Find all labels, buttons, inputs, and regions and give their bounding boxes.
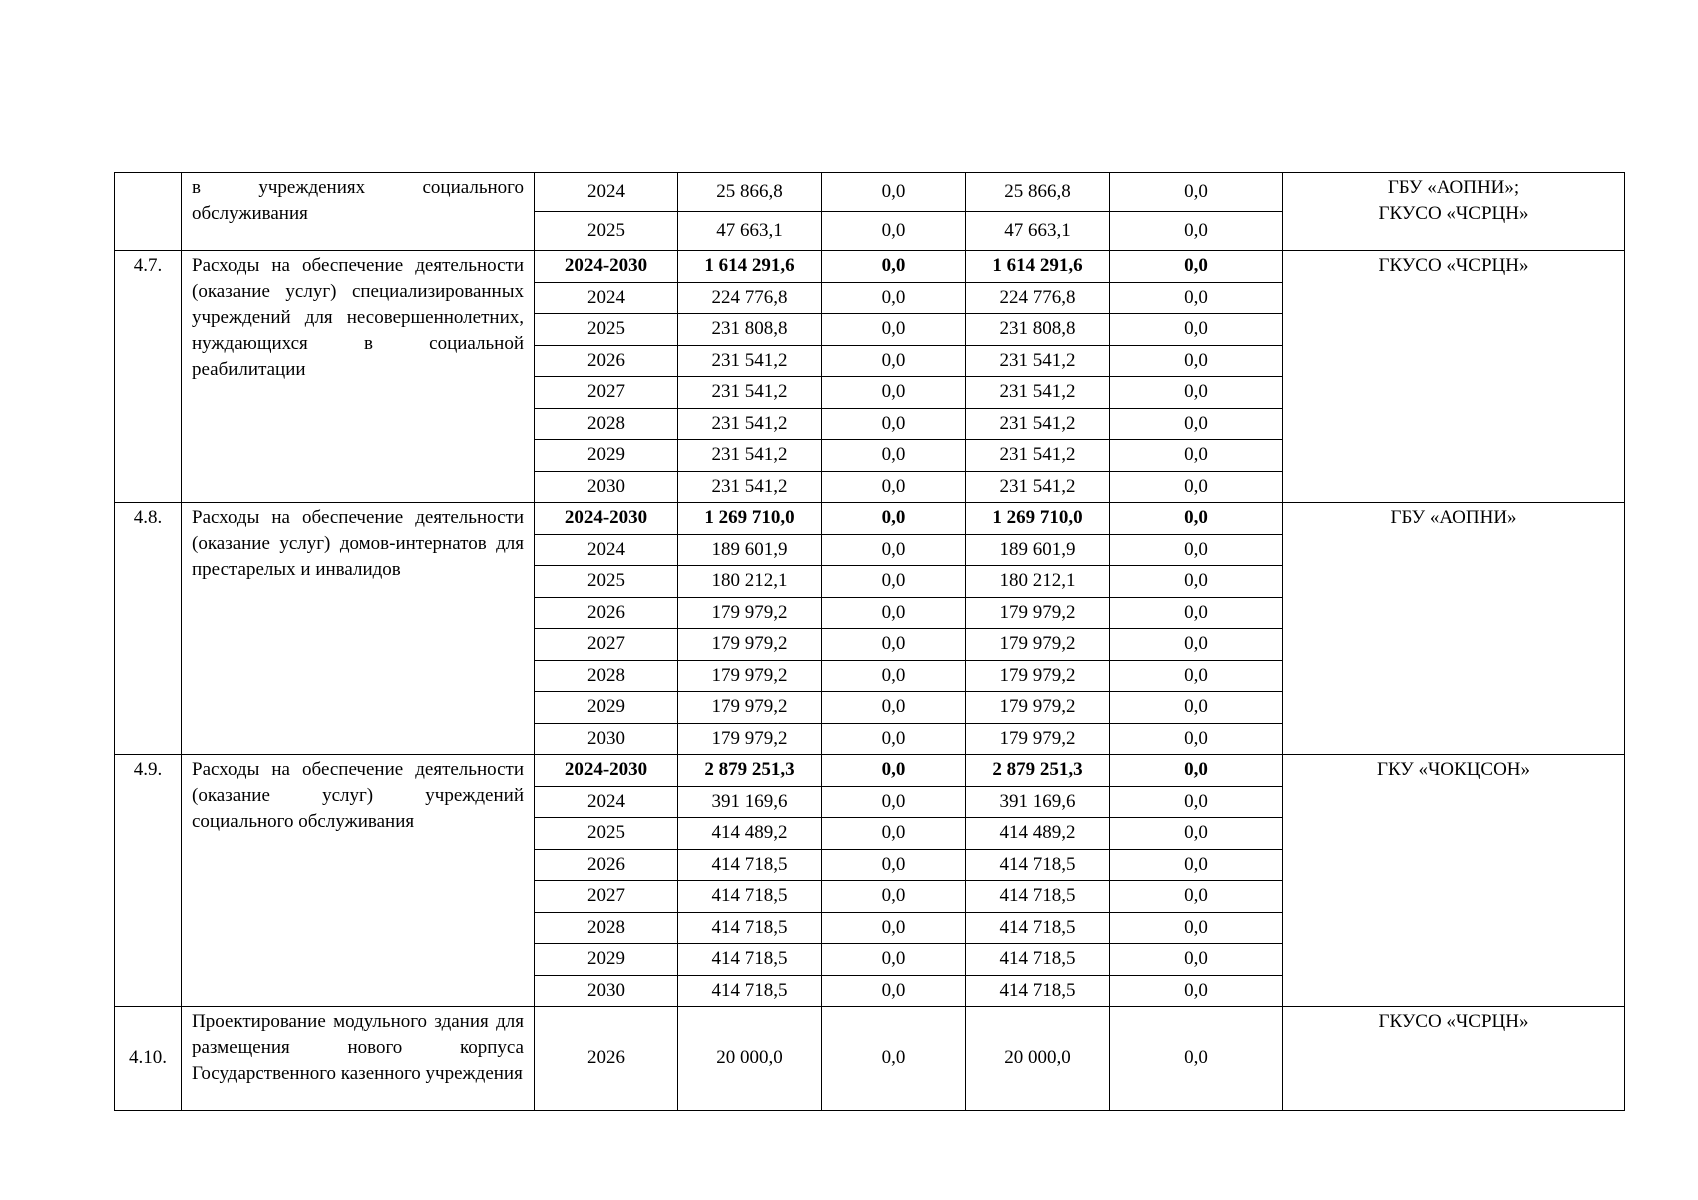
regional-budget-cell: 189 601,9 [966,534,1110,566]
regional-budget-cell: 414 718,5 [966,944,1110,976]
executor-name: ГКУСО «ЧСРЦН» [1378,1011,1529,1032]
federal-budget-cell: 0,0 [822,212,966,251]
total-amount-cell: 414 718,5 [678,912,822,944]
regional-budget-cell: 231 541,2 [966,440,1110,472]
regional-budget-cell: 231 541,2 [966,408,1110,440]
other-sources-cell: 0,0 [1110,912,1283,944]
period-cell: 2028 [535,912,678,944]
other-sources-cell: 0,0 [1110,597,1283,629]
other-sources-cell: 0,0 [1110,944,1283,976]
period-cell: 2029 [535,692,678,724]
federal-budget-cell: 0,0 [822,912,966,944]
federal-budget-cell: 0,0 [822,660,966,692]
federal-budget-cell: 0,0 [822,173,966,212]
table-row [115,1007,1625,1111]
other-sources-cell: 0,0 [1110,282,1283,314]
executor-cell [1283,251,1625,503]
executor-name: ГКУСО «ЧСРЦН» [1378,203,1529,224]
period-cell: 2028 [535,660,678,692]
period-cell: 2029 [535,944,678,976]
period-cell: 2024 [535,786,678,818]
federal-budget-cell: 0,0 [822,975,966,1007]
other-sources-cell: 0,0 [1110,975,1283,1007]
federal-budget-cell: 0,0 [822,629,966,661]
executor-name: ГБУ «АОПНИ»; [1387,177,1520,198]
federal-budget-cell: 0,0 [822,1007,966,1111]
executor-cell [1283,1007,1625,1111]
table-row [115,755,1625,787]
period-cell: 2027 [535,377,678,409]
federal-budget-cell: 0,0 [822,723,966,755]
federal-budget-cell: 0,0 [822,345,966,377]
regional-budget-cell: 231 808,8 [966,314,1110,346]
total-amount-cell: 1 614 291,6 [678,251,822,283]
total-amount-cell: 231 541,2 [678,471,822,503]
federal-budget-cell: 0,0 [822,408,966,440]
other-sources-cell: 0,0 [1110,755,1283,787]
period-cell: 2027 [535,629,678,661]
federal-budget-cell: 0,0 [822,944,966,976]
item-description [182,503,535,755]
federal-budget-cell: 0,0 [822,755,966,787]
other-sources-cell: 0,0 [1110,723,1283,755]
period-cell: 2025 [535,314,678,346]
item-description-text: Расходы на обеспечение деятельности (оказание услуг) домов-интернатов для престарелых и инвалидов [192,507,524,580]
period-cell: 2026 [535,345,678,377]
total-amount-cell: 189 601,9 [678,534,822,566]
regional-budget-cell: 179 979,2 [966,597,1110,629]
item-number [115,173,182,251]
item-description [182,755,535,1007]
regional-budget-cell: 231 541,2 [966,471,1110,503]
period-cell: 2030 [535,975,678,1007]
other-sources-cell: 0,0 [1110,173,1283,212]
budget-table [114,172,1625,1111]
total-amount-cell: 179 979,2 [678,723,822,755]
period-cell: 2025 [535,818,678,850]
other-sources-cell: 0,0 [1110,314,1283,346]
total-amount-cell: 20 000,0 [678,1007,822,1111]
period-cell: 2025 [535,566,678,598]
item-description-text: Расходы на обеспечение деятельности (оказание услуг) специализированных учреждений для несовершеннолетних, нуждающихся в социальной реабилитации [192,255,524,380]
federal-budget-cell: 0,0 [822,503,966,535]
other-sources-cell: 0,0 [1110,786,1283,818]
total-amount-cell: 1 269 710,0 [678,503,822,535]
federal-budget-cell: 0,0 [822,440,966,472]
federal-budget-cell: 0,0 [822,818,966,850]
item-description [182,173,535,251]
other-sources-cell: 0,0 [1110,408,1283,440]
regional-budget-cell: 2 879 251,3 [966,755,1110,787]
total-amount-cell: 391 169,6 [678,786,822,818]
executor-cell [1283,173,1625,251]
table-row [115,503,1625,535]
regional-budget-cell: 231 541,2 [966,345,1110,377]
period-cell: 2026 [535,1007,678,1111]
budget-table-body [115,173,1625,1111]
other-sources-cell: 0,0 [1110,345,1283,377]
regional-budget-cell: 179 979,2 [966,629,1110,661]
regional-budget-cell: 414 489,2 [966,818,1110,850]
regional-budget-cell: 414 718,5 [966,881,1110,913]
other-sources-cell: 0,0 [1110,534,1283,566]
period-cell: 2025 [535,212,678,251]
total-amount-cell: 179 979,2 [678,660,822,692]
other-sources-cell: 0,0 [1110,503,1283,535]
total-amount-cell: 231 541,2 [678,440,822,472]
regional-budget-cell: 414 718,5 [966,849,1110,881]
period-cell: 2027 [535,881,678,913]
total-amount-cell: 2 879 251,3 [678,755,822,787]
federal-budget-cell: 0,0 [822,377,966,409]
item-description-text: Проектирование модульного здания для размещения нового корпуса Государственного казенного учреждения [192,1011,524,1084]
regional-budget-cell: 414 718,5 [966,912,1110,944]
table-row [115,173,1625,212]
executor-cell [1283,755,1625,1007]
total-amount-cell: 231 541,2 [678,408,822,440]
total-amount-cell: 414 718,5 [678,944,822,976]
other-sources-cell: 0,0 [1110,818,1283,850]
regional-budget-cell: 47 663,1 [966,212,1110,251]
table-row [115,251,1625,283]
federal-budget-cell: 0,0 [822,786,966,818]
federal-budget-cell: 0,0 [822,314,966,346]
period-cell: 2030 [535,471,678,503]
total-amount-cell: 179 979,2 [678,597,822,629]
period-cell: 2024 [535,173,678,212]
regional-budget-cell: 179 979,2 [966,692,1110,724]
other-sources-cell: 0,0 [1110,471,1283,503]
federal-budget-cell: 0,0 [822,849,966,881]
period-cell: 2024-2030 [535,755,678,787]
total-amount-cell: 414 718,5 [678,849,822,881]
other-sources-cell: 0,0 [1110,251,1283,283]
item-description [182,1007,535,1111]
regional-budget-cell: 1 614 291,6 [966,251,1110,283]
other-sources-cell: 0,0 [1110,629,1283,661]
period-cell: 2029 [535,440,678,472]
regional-budget-cell: 180 212,1 [966,566,1110,598]
total-amount-cell: 47 663,1 [678,212,822,251]
total-amount-cell: 414 718,5 [678,881,822,913]
total-amount-cell: 179 979,2 [678,692,822,724]
other-sources-cell: 0,0 [1110,692,1283,724]
regional-budget-cell: 25 866,8 [966,173,1110,212]
item-number: 4.7. [115,251,182,503]
total-amount-cell: 231 541,2 [678,345,822,377]
period-cell: 2030 [535,723,678,755]
total-amount-cell: 414 489,2 [678,818,822,850]
regional-budget-cell: 179 979,2 [966,723,1110,755]
other-sources-cell: 0,0 [1110,377,1283,409]
period-cell: 2026 [535,597,678,629]
item-description [182,251,535,503]
executor-name: ГКУ «ЧОКЦСОН» [1376,759,1531,780]
regional-budget-cell: 20 000,0 [966,1007,1110,1111]
total-amount-cell: 25 866,8 [678,173,822,212]
other-sources-cell: 0,0 [1110,440,1283,472]
other-sources-cell: 0,0 [1110,849,1283,881]
period-cell: 2024-2030 [535,503,678,535]
total-amount-cell: 231 541,2 [678,377,822,409]
federal-budget-cell: 0,0 [822,881,966,913]
item-description-text: Расходы на обеспечение деятельности (оказание услуг) учреждений социального обслуживания [192,759,524,832]
executor-name: ГКУСО «ЧСРЦН» [1378,255,1529,276]
period-cell: 2024 [535,282,678,314]
total-amount-cell: 179 979,2 [678,629,822,661]
item-number: 4.9. [115,755,182,1007]
regional-budget-cell: 231 541,2 [966,377,1110,409]
other-sources-cell: 0,0 [1110,212,1283,251]
federal-budget-cell: 0,0 [822,692,966,724]
executor-cell [1283,503,1625,755]
other-sources-cell: 0,0 [1110,566,1283,598]
federal-budget-cell: 0,0 [822,566,966,598]
item-description-text: в учреждениях социального обслуживания [192,177,524,224]
executor-name: ГБУ «АОПНИ» [1390,507,1517,528]
other-sources-cell: 0,0 [1110,1007,1283,1111]
total-amount-cell: 224 776,8 [678,282,822,314]
federal-budget-cell: 0,0 [822,282,966,314]
federal-budget-cell: 0,0 [822,597,966,629]
period-cell: 2026 [535,849,678,881]
period-cell: 2028 [535,408,678,440]
regional-budget-cell: 224 776,8 [966,282,1110,314]
total-amount-cell: 231 808,8 [678,314,822,346]
item-number: 4.8. [115,503,182,755]
period-cell: 2024-2030 [535,251,678,283]
federal-budget-cell: 0,0 [822,471,966,503]
regional-budget-cell: 414 718,5 [966,975,1110,1007]
total-amount-cell: 180 212,1 [678,566,822,598]
regional-budget-cell: 1 269 710,0 [966,503,1110,535]
other-sources-cell: 0,0 [1110,881,1283,913]
regional-budget-cell: 391 169,6 [966,786,1110,818]
total-amount-cell: 414 718,5 [678,975,822,1007]
regional-budget-cell: 179 979,2 [966,660,1110,692]
federal-budget-cell: 0,0 [822,251,966,283]
federal-budget-cell: 0,0 [822,534,966,566]
item-number: 4.10. [115,1007,182,1111]
other-sources-cell: 0,0 [1110,660,1283,692]
period-cell: 2024 [535,534,678,566]
